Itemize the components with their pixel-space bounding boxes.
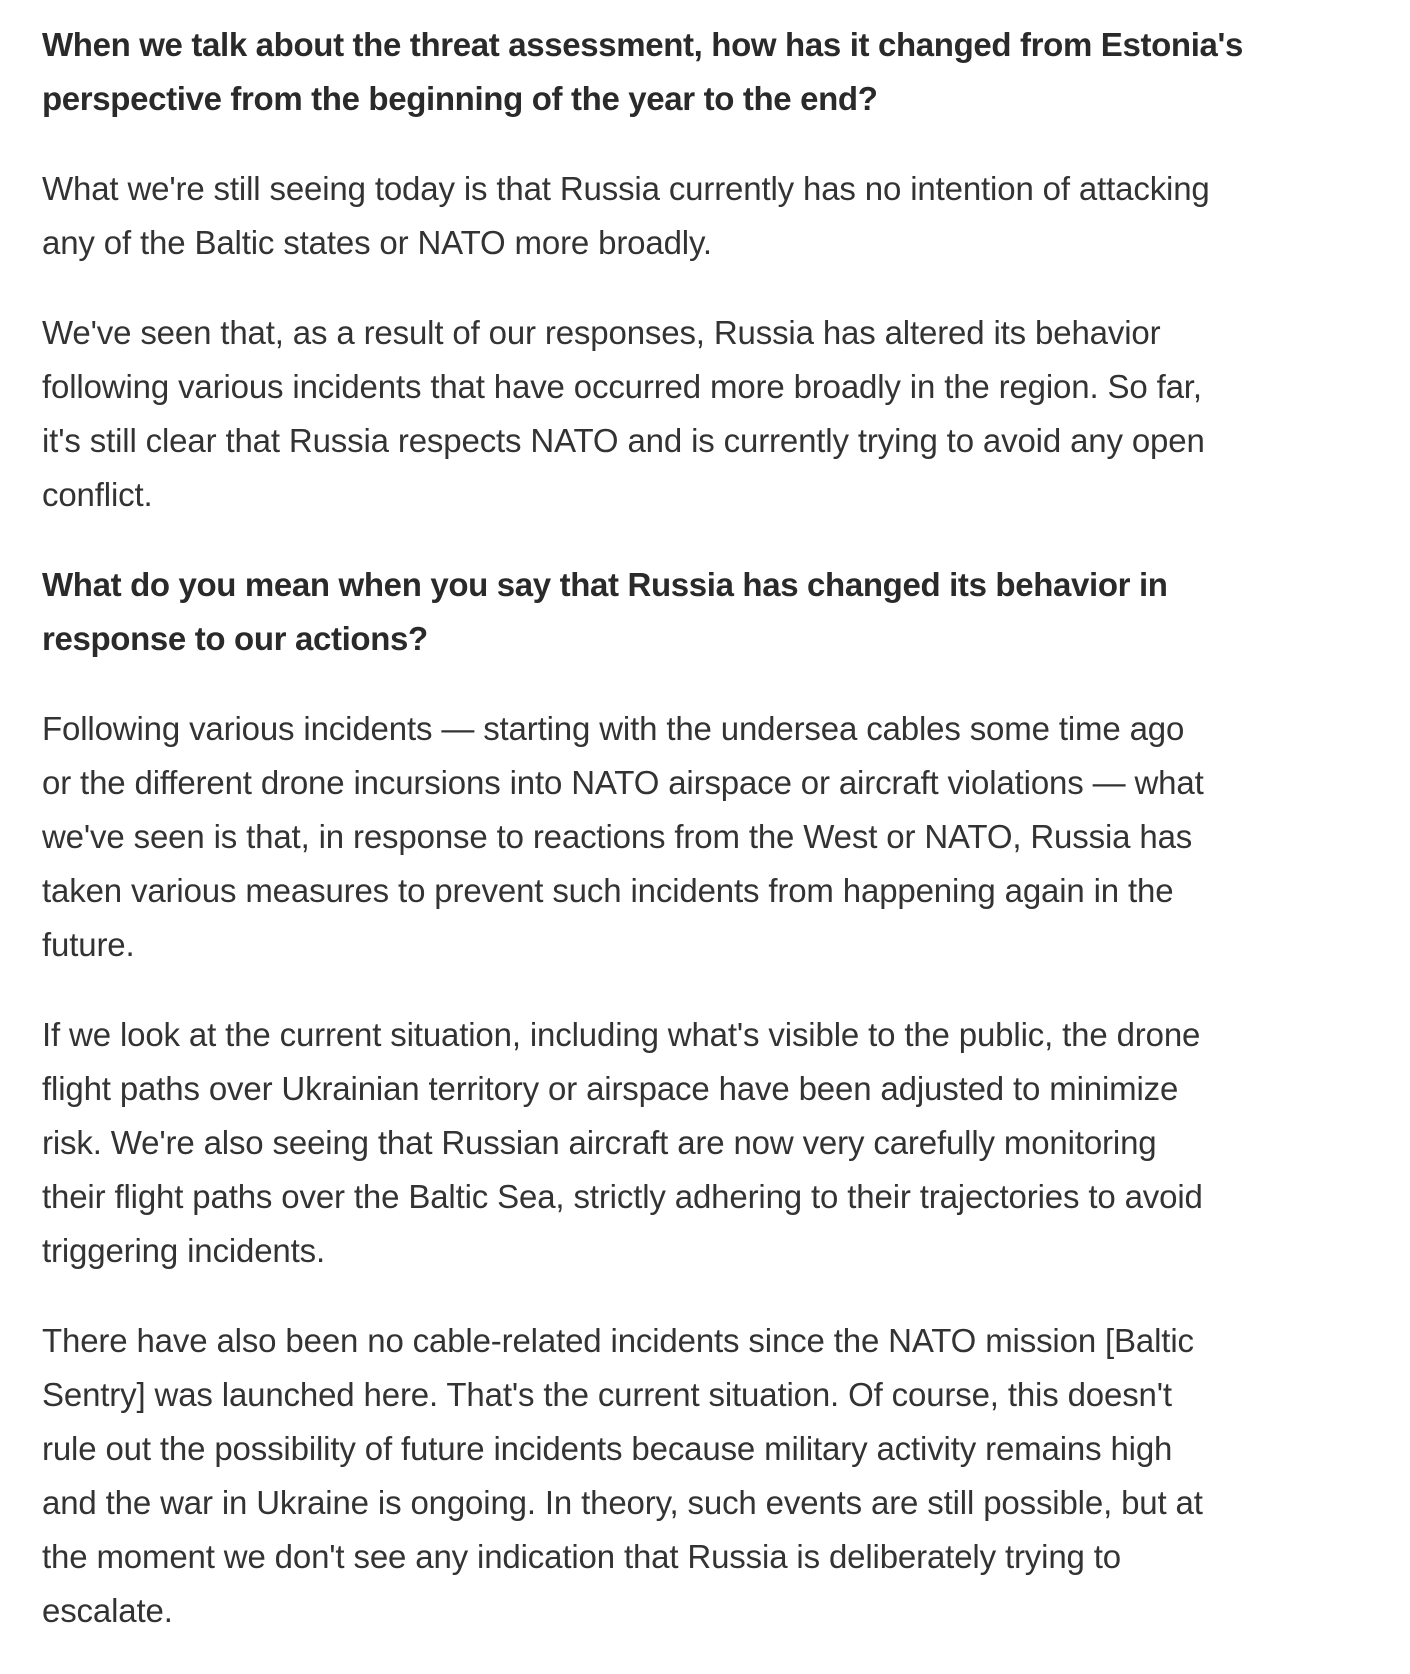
text-line: Following various incidents — starting with the undersea cables some time ago xyxy=(42,710,1185,747)
question-changed-behavior xyxy=(42,558,1382,666)
answer-altered-behavior xyxy=(42,306,1382,522)
text-line: rule out the possibility of future incidents because military activity remains high xyxy=(42,1430,1173,1467)
text-line: or the different drone incursions into NATO airspace or aircraft violations — what xyxy=(42,764,1204,801)
text-line: Sentry] was launched here. That's the current situation. Of course, this doesn't xyxy=(42,1376,1172,1413)
article-body xyxy=(42,18,1382,1674)
text-line: We've seen that, as a result of our responses, Russia has altered its behavior xyxy=(42,314,1161,351)
text-line: flight paths over Ukrainian territory or airspace have been adjusted to minimize xyxy=(42,1070,1179,1107)
text-line: triggering incidents. xyxy=(42,1232,326,1269)
text-line: any of the Baltic states or NATO more broadly. xyxy=(42,224,712,261)
text-line: If we look at the current situation, including what's visible to the public, the drone xyxy=(42,1016,1201,1053)
answer-various-incidents xyxy=(42,702,1382,972)
text-line: and the war in Ukraine is ongoing. In theory, such events are still possible, but at xyxy=(42,1484,1203,1521)
answer-current-situation xyxy=(42,1008,1382,1278)
text-line: conflict. xyxy=(42,476,153,513)
text-line: their flight paths over the Baltic Sea, strictly adhering to their trajectories to avoid xyxy=(42,1178,1203,1215)
answer-no-intention xyxy=(42,162,1382,270)
text-line: There have also been no cable-related incidents since the NATO mission [Baltic xyxy=(42,1322,1194,1359)
text-line: following various incidents that have occurred more broadly in the region. So far, xyxy=(42,368,1202,405)
text-line: escalate. xyxy=(42,1592,173,1629)
text-line: risk. We're also seeing that Russian aircraft are now very carefully monitoring xyxy=(42,1124,1157,1161)
text-line: What we're still seeing today is that Russia currently has no intention of attacking xyxy=(42,170,1210,207)
text-line: we've seen is that, in response to reactions from the West or NATO, Russia has xyxy=(42,818,1193,855)
text-line: perspective from the beginning of the year to the end? xyxy=(42,80,878,117)
text-line: future. xyxy=(42,926,135,963)
text-line: taken various measures to prevent such incidents from happening again in the xyxy=(42,872,1174,909)
text-line: the moment we don't see any indication that Russia is deliberately trying to xyxy=(42,1538,1121,1575)
answer-cable-incidents xyxy=(42,1314,1382,1638)
text-line: What do you mean when you say that Russia has changed its behavior in xyxy=(42,566,1168,603)
text-line: When we talk about the threat assessment, how has it changed from Estonia's xyxy=(42,26,1244,63)
text-line: it's still clear that Russia respects NATO and is currently trying to avoid any open xyxy=(42,422,1205,459)
text-line: response to our actions? xyxy=(42,620,428,657)
question-threat-assessment xyxy=(42,18,1382,126)
